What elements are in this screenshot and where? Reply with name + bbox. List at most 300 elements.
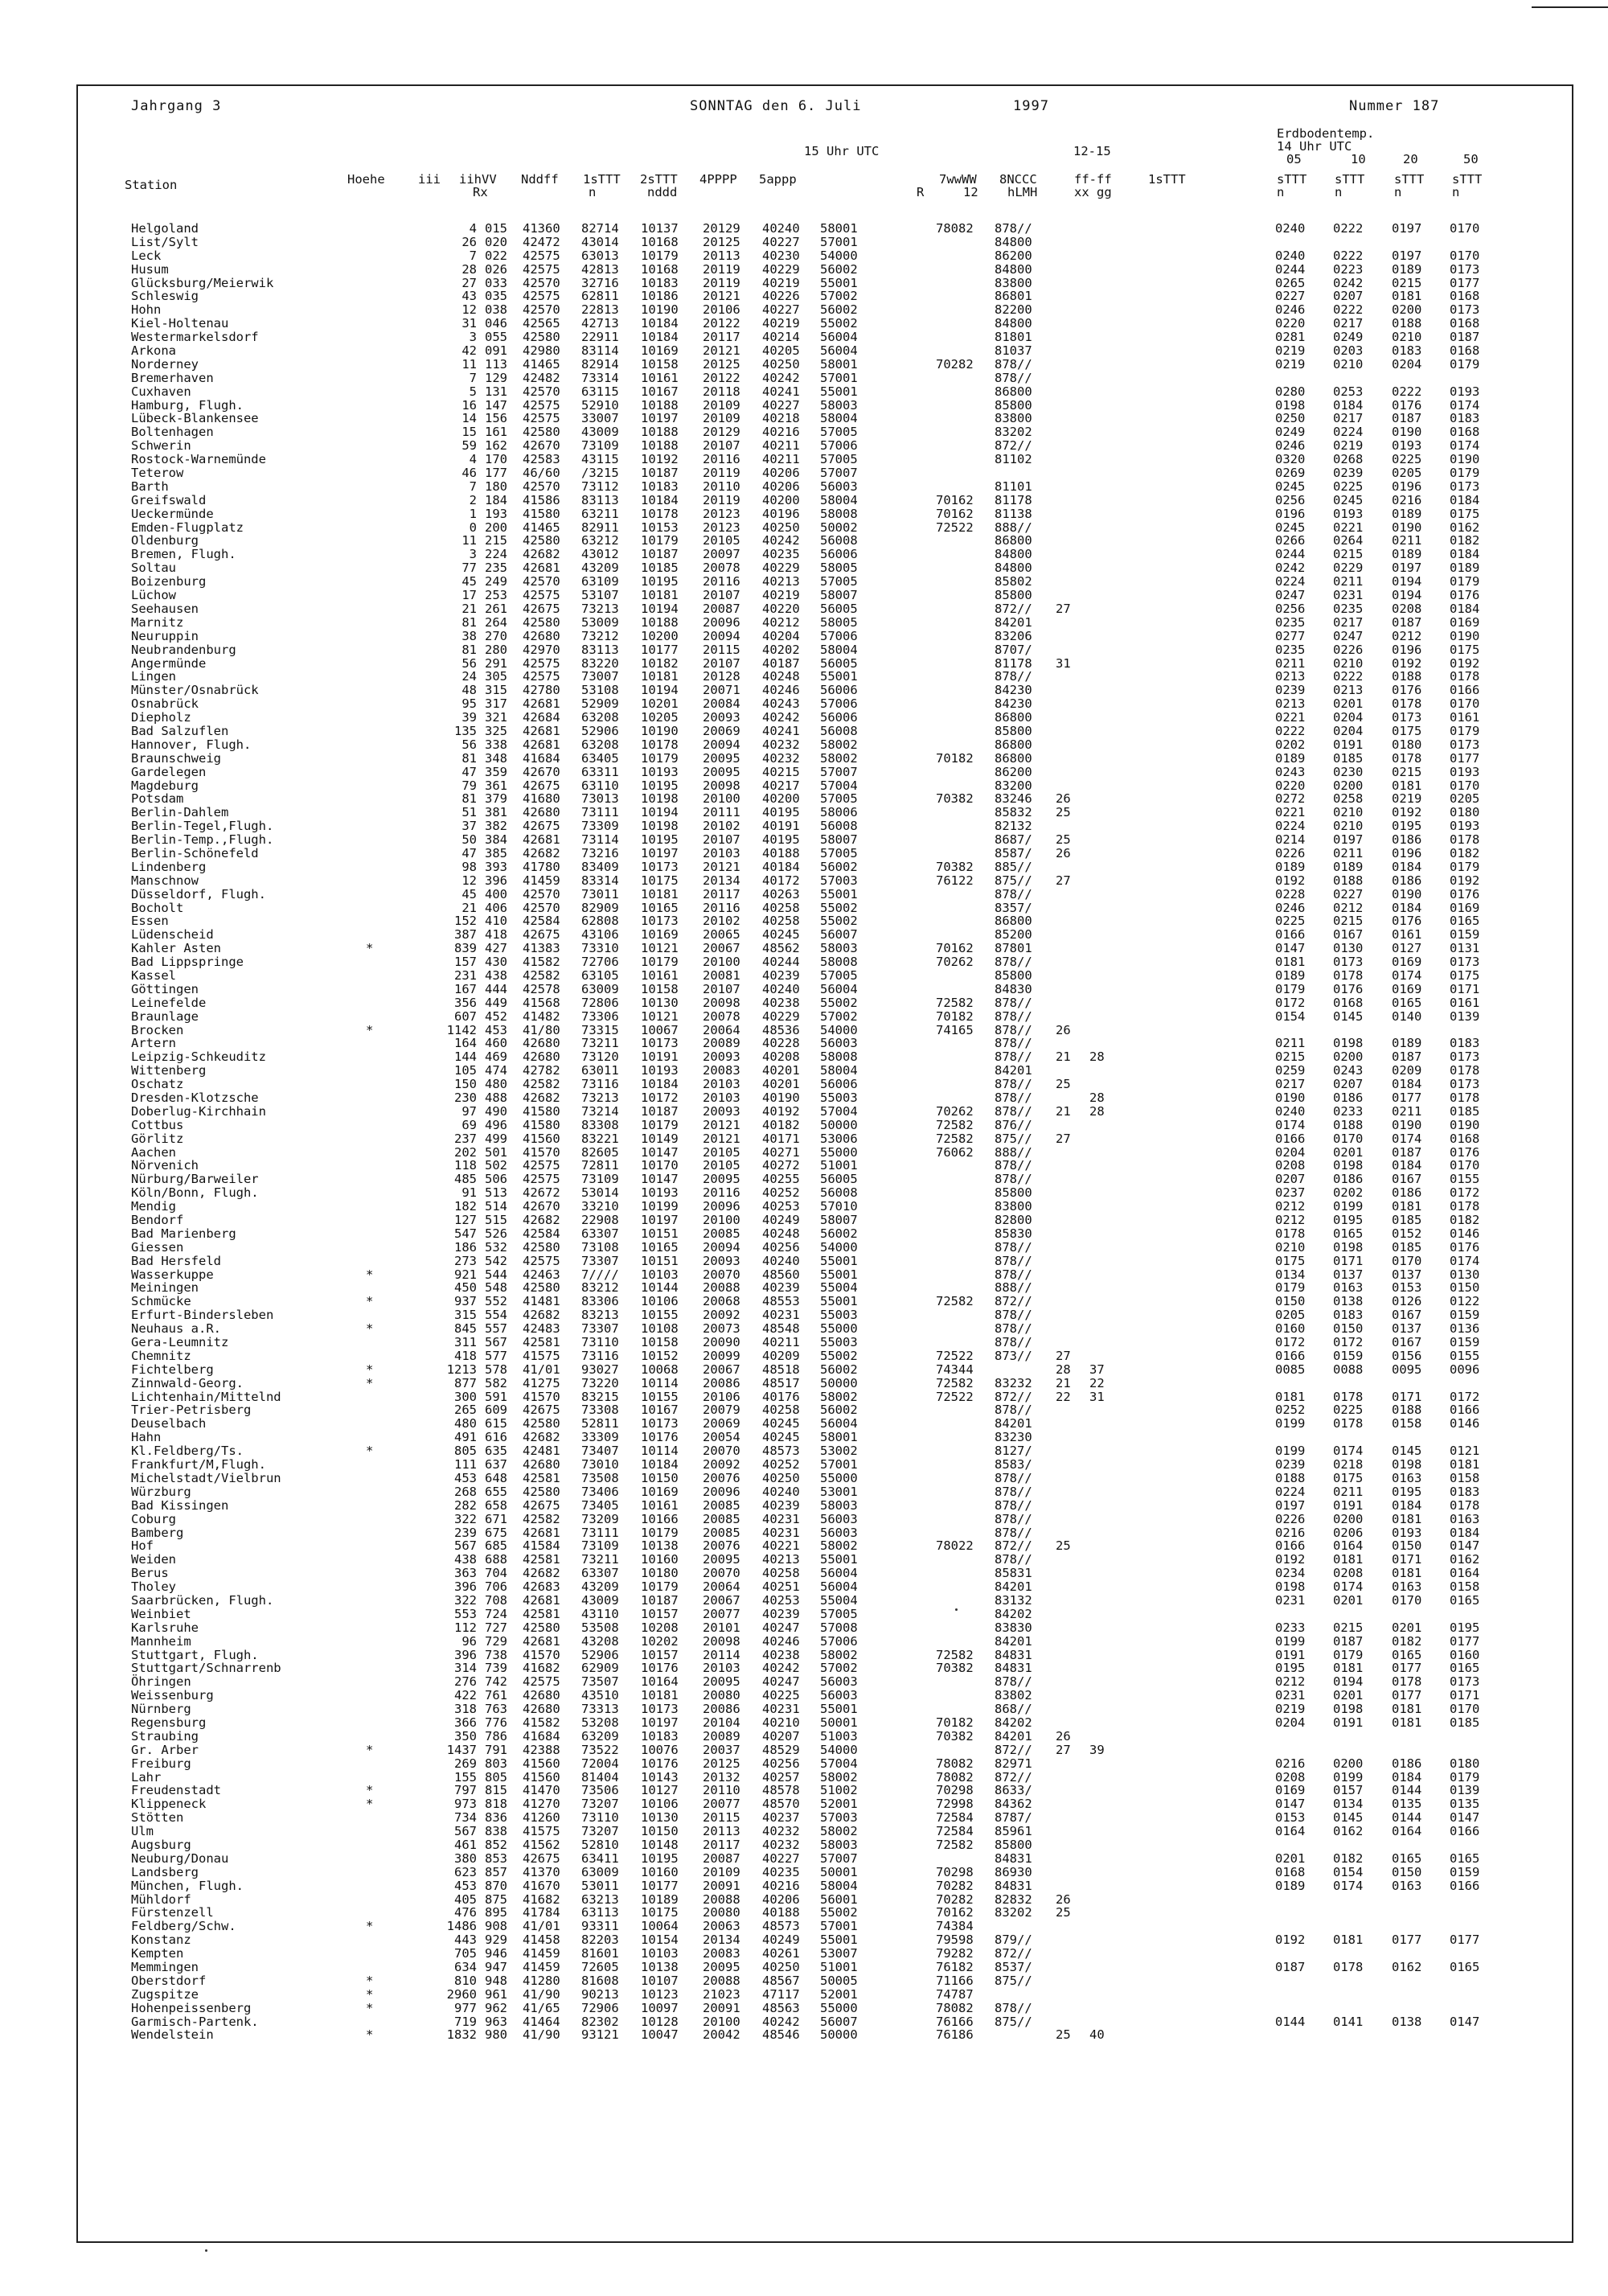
soil-50: 0147: [1450, 2014, 1480, 2029]
nddff: 43115: [581, 452, 619, 467]
pressure: 40182: [762, 1117, 800, 1132]
soil-20: 0186: [1392, 873, 1422, 888]
cloud-code: 85800: [995, 723, 1032, 738]
nddff: 73111: [581, 1525, 619, 1540]
soil-05: 0169: [1275, 1783, 1306, 1798]
station-name: Oldenburg: [131, 533, 199, 548]
pressure: 40237: [762, 1810, 800, 1826]
nddff: 52811: [581, 1416, 619, 1431]
ihvv: 42675: [523, 819, 560, 834]
station-id: 836: [485, 1810, 507, 1826]
station-id: 554: [485, 1308, 507, 1323]
soil-20: 0095: [1392, 1362, 1422, 1377]
cloud-code: 872//: [995, 1946, 1032, 1961]
tendency: 55002: [820, 316, 858, 331]
cloud-code: 872//: [995, 1538, 1032, 1554]
cloud-code: 82200: [995, 302, 1032, 318]
ihvv: 42584: [523, 1226, 560, 1241]
station-height: 356: [454, 995, 477, 1010]
tendency: 56004: [820, 981, 858, 996]
ihvv: 42681: [523, 737, 560, 752]
station-height: 79: [461, 778, 477, 793]
station-name: Oberstdorf: [131, 1973, 207, 1988]
ihvv: 42575: [523, 1172, 560, 1187]
station-id: 542: [485, 1253, 507, 1268]
soil-05: 0244: [1275, 547, 1306, 562]
temp-2: 20107: [703, 655, 740, 671]
tendency: 56004: [820, 343, 858, 359]
temp-1: 10205: [641, 710, 679, 725]
temp-1: 10068: [641, 1362, 679, 1377]
ihvv: 42570: [523, 302, 560, 318]
temp-1: 10165: [641, 1239, 679, 1255]
temp-2: 20100: [703, 955, 740, 970]
weather-code: 72582: [936, 1294, 974, 1309]
nddff: 53107: [581, 588, 619, 603]
soil-05: 0245: [1275, 479, 1306, 494]
table-row: [131, 1132, 1562, 1146]
soil-10: 0210: [1333, 356, 1364, 372]
station-id: 270: [485, 628, 507, 643]
nddff: 43510: [581, 1688, 619, 1703]
station-id: 532: [485, 1239, 507, 1255]
cloud-code: 888//: [995, 1144, 1032, 1160]
soil-10: 0198: [1333, 1702, 1364, 1717]
station-height: 43: [461, 289, 477, 304]
pressure: 48573: [762, 1919, 800, 1934]
soil-20: 0153: [1392, 1280, 1422, 1296]
soil-05: 0178: [1275, 1226, 1306, 1241]
nddff: 73010: [581, 1457, 619, 1472]
weather-code: 70162: [936, 492, 974, 507]
tendency: 57002: [820, 1008, 858, 1024]
pressure: 40253: [762, 1592, 800, 1608]
station-height: 734: [454, 1810, 477, 1826]
station-height: 547: [454, 1226, 477, 1241]
depth-10: 10: [1351, 152, 1366, 166]
ihvv: 42580: [523, 1280, 560, 1296]
temp-1: 10173: [641, 914, 679, 929]
temp-2: 20042: [703, 2027, 740, 2043]
station-id: 544: [485, 1267, 507, 1282]
ihvv: 42675: [523, 778, 560, 793]
nddff: 83220: [581, 655, 619, 671]
tendency: 58003: [820, 397, 858, 413]
station-name: Ulm: [131, 1824, 154, 1839]
station-id: 385: [485, 845, 507, 860]
station-name: Meiningen: [131, 1280, 199, 1296]
soil-20: 0215: [1392, 275, 1422, 290]
soil-50: 0163: [1450, 1511, 1480, 1526]
temp-2: 20114: [703, 1647, 740, 1662]
temp-1: 10158: [641, 1335, 679, 1350]
table-row: [131, 385, 1562, 399]
nddff: 33210: [581, 1199, 619, 1214]
nddff: 73220: [581, 1375, 619, 1390]
soil-50: 0165: [1450, 1661, 1480, 1676]
pressure: 40200: [762, 791, 800, 807]
soil-05: 0220: [1275, 316, 1306, 331]
temp-1: 10187: [641, 466, 679, 481]
station-id: 727: [485, 1620, 507, 1635]
soil-05: 0211: [1275, 655, 1306, 671]
soil-50: 0176: [1450, 1144, 1480, 1160]
table-row: [131, 1349, 1562, 1363]
soil-50: 0174: [1450, 397, 1480, 413]
table-row: [131, 738, 1562, 752]
soil-50: 0171: [1450, 981, 1480, 996]
station-id: 501: [485, 1144, 507, 1160]
temp-2: 20054: [703, 1430, 740, 1445]
tendency: 58007: [820, 588, 858, 603]
tendency: 58002: [820, 750, 858, 766]
nddff: 73508: [581, 1470, 619, 1485]
soil-20: 0163: [1392, 1878, 1422, 1893]
nddff: 73116: [581, 1077, 619, 1092]
table-row: [131, 1390, 1562, 1404]
soil-05: 0277: [1275, 628, 1306, 643]
mountain-mark: *: [366, 1919, 374, 1934]
nddff: 63113: [581, 1905, 619, 1920]
tendency: 57005: [820, 967, 858, 983]
pressure: 40206: [762, 466, 800, 481]
station-height: 300: [454, 1389, 477, 1404]
temp-1: 10121: [641, 941, 679, 956]
tendency: 56006: [820, 683, 858, 698]
cloud-code: 878//: [995, 1172, 1032, 1187]
temp-1: 10144: [641, 1280, 679, 1296]
station-name: Bad Kissingen: [131, 1497, 229, 1513]
temp-2: 20065: [703, 927, 740, 943]
table-row: [131, 1024, 1562, 1037]
station-table: [131, 222, 1562, 2042]
nddff: 43209: [581, 561, 619, 576]
pressure: 40232: [762, 1837, 800, 1852]
soil-05: 0219: [1275, 356, 1306, 372]
station-height: 418: [454, 1348, 477, 1363]
tendency: 55004: [820, 1280, 858, 1296]
tendency: 55002: [820, 900, 858, 915]
soil-10: 0178: [1333, 1416, 1364, 1431]
nddff: 52910: [581, 397, 619, 413]
station-id: 396: [485, 873, 507, 888]
soil-20: 0190: [1392, 520, 1422, 535]
station-height: 719: [454, 2014, 477, 2029]
cloud-code: 84201: [995, 1579, 1032, 1595]
station-height: 396: [454, 1647, 477, 1662]
cloud-code: 878//: [995, 955, 1032, 970]
soil-05: 0216: [1275, 1525, 1306, 1540]
pressure: 40248: [762, 1226, 800, 1241]
temp-2: 20122: [703, 316, 740, 331]
mountain-mark: *: [366, 1986, 374, 2002]
cloud-code: 875//: [995, 2014, 1032, 2029]
soil-50: 0205: [1450, 791, 1480, 807]
soil-10: 0173: [1333, 955, 1364, 970]
station-id: 895: [485, 1905, 507, 1920]
nddff: 43009: [581, 1592, 619, 1608]
table-row: [131, 344, 1562, 358]
station-name: Konstanz: [131, 1933, 191, 1948]
soil-05: 0249: [1275, 425, 1306, 440]
ihvv: 41568: [523, 995, 560, 1010]
soil-05: 0224: [1275, 574, 1306, 589]
temp-2: 20093: [703, 1049, 740, 1065]
station-name: Bremen, Flugh.: [131, 547, 236, 562]
tendency: 57003: [820, 1810, 858, 1826]
temp-2: 20103: [703, 845, 740, 860]
pressure: 40255: [762, 1172, 800, 1187]
table-row: [131, 466, 1562, 480]
table-row: [131, 412, 1562, 425]
soil-10: 0134: [1333, 1797, 1364, 1812]
gust-ff: 25: [1056, 1538, 1071, 1554]
temp-2: 20117: [703, 1837, 740, 1852]
station-name: Lingen: [131, 669, 176, 684]
station-height: 937: [454, 1294, 477, 1309]
station-height: 2960: [446, 1986, 477, 2002]
temp-2: 20095: [703, 1172, 740, 1187]
nddff: 63213: [581, 1891, 619, 1907]
temp-2: 20070: [703, 1566, 740, 1581]
soil-sttt-05: sTTT: [1277, 172, 1307, 187]
temp-2: 20115: [703, 642, 740, 657]
table-row: [131, 494, 1562, 507]
table-row: [131, 1417, 1562, 1431]
soil-05: 0181: [1275, 1389, 1306, 1404]
gust-gg: 28: [1089, 1103, 1105, 1119]
temp-1: 10180: [641, 1566, 679, 1581]
ihvv: 42580: [523, 1484, 560, 1499]
table-row: [131, 1472, 1562, 1485]
pressure: 40212: [762, 614, 800, 630]
tendency: 50005: [820, 1973, 858, 1988]
weather-code: 79598: [936, 1933, 974, 1948]
temp-1: 10167: [641, 384, 679, 399]
soil-50: 0178: [1450, 1063, 1480, 1078]
station-height: 805: [454, 1444, 477, 1459]
soil-10: 0211: [1333, 1484, 1364, 1499]
cloud-code: 86930: [995, 1864, 1032, 1879]
table-row: [131, 1730, 1562, 1744]
cloud-code: 878//: [995, 1403, 1032, 1418]
nddff: 62808: [581, 914, 619, 929]
soil-20: 0167: [1392, 1308, 1422, 1323]
table-row: [131, 1689, 1562, 1702]
table-row: [131, 983, 1562, 996]
soil-10: 0222: [1333, 669, 1364, 684]
station-height: 118: [454, 1158, 477, 1173]
station-name: Magdeburg: [131, 778, 199, 793]
station-height: 311: [454, 1335, 477, 1350]
ihvv: 42682: [523, 1430, 560, 1445]
nddff: 93121: [581, 2027, 619, 2043]
station-name: Osnabrück: [131, 696, 199, 712]
soil-10: 0210: [1333, 805, 1364, 820]
station-id: 147: [485, 397, 507, 413]
soil-50: 0177: [1450, 1933, 1480, 1948]
soil-05: 0224: [1275, 819, 1306, 834]
tendency: 57005: [820, 791, 858, 807]
ihvv: 42675: [523, 1497, 560, 1513]
soil-50: 0171: [1450, 1688, 1480, 1703]
gust-ff: 21: [1056, 1103, 1071, 1119]
temp-2: 20088: [703, 1280, 740, 1296]
station-id: 393: [485, 859, 507, 874]
temp-1: 10188: [641, 614, 679, 630]
cloud-code: 83206: [995, 628, 1032, 643]
soil-20: 0189: [1392, 547, 1422, 562]
temp-1: 10181: [641, 1688, 679, 1703]
table-row: [131, 766, 1562, 779]
station-id: 908: [485, 1919, 507, 1934]
ihvv: 42581: [523, 1335, 560, 1350]
soil-20: 0190: [1392, 425, 1422, 440]
pressure: 40250: [762, 520, 800, 535]
temp-2: 21023: [703, 1986, 740, 2002]
gust-ff: 26: [1056, 845, 1071, 860]
ihvv: 42675: [523, 1850, 560, 1866]
pressure: 40216: [762, 425, 800, 440]
temp-2: 20101: [703, 1620, 740, 1635]
ihvv: 41/90: [523, 1986, 560, 2002]
station-name: Leck: [131, 248, 162, 263]
temp-1: 10158: [641, 356, 679, 372]
temp-1: 10157: [641, 1606, 679, 1621]
gust-ff: 27: [1056, 1742, 1071, 1757]
ihvv: 42570: [523, 275, 560, 290]
soil-10: 0179: [1333, 1647, 1364, 1662]
tendency: 58004: [820, 411, 858, 426]
station-id: 948: [485, 1973, 507, 1988]
soil-20: 0205: [1392, 466, 1422, 481]
soil-20: 0184: [1392, 1158, 1422, 1173]
station-height: 157: [454, 955, 477, 970]
tendency: 51003: [820, 1728, 858, 1744]
soil-20: 0176: [1392, 683, 1422, 698]
temp-2: 20096: [703, 1199, 740, 1214]
cloud-code: 84800: [995, 561, 1032, 576]
station-height: 273: [454, 1253, 477, 1268]
soil-50: 0173: [1450, 1049, 1480, 1065]
soil-10: 0130: [1333, 941, 1364, 956]
nddff: 83212: [581, 1280, 619, 1296]
pressure: 48517: [762, 1375, 800, 1390]
tendency: 56006: [820, 1077, 858, 1092]
soil-10: 0197: [1333, 832, 1364, 848]
nddff: 43110: [581, 1606, 619, 1621]
soil-50: 0160: [1450, 1647, 1480, 1662]
temp-2: 20123: [703, 520, 740, 535]
cloud-code: 84800: [995, 316, 1032, 331]
tendency: 56002: [820, 302, 858, 318]
station-id: 929: [485, 1933, 507, 1948]
stt1-header: 1sTTT: [583, 172, 621, 187]
temp-1: 10184: [641, 330, 679, 345]
soil-50: 0159: [1450, 927, 1480, 943]
ihvv: 41580: [523, 506, 560, 521]
station-name: Frankfurt/M,Flugh.: [131, 1457, 266, 1472]
temp-1: 10161: [641, 967, 679, 983]
station-name: Schmücke: [131, 1294, 191, 1309]
temp-2: 20085: [703, 1497, 740, 1513]
pressure: 40201: [762, 1077, 800, 1092]
station-id: 708: [485, 1592, 507, 1608]
cloud-code: 84201: [995, 1633, 1032, 1649]
weather-code: 70298: [936, 1783, 974, 1798]
pressure-header: 4PPPP: [699, 172, 737, 187]
soil-10: 0233: [1333, 1103, 1364, 1119]
soil-20: 0167: [1392, 1335, 1422, 1350]
temp-1: 10195: [641, 574, 679, 589]
pressure: 40256: [762, 1756, 800, 1771]
station-name: Hannover, Flugh.: [131, 737, 252, 752]
soil-50: 0165: [1450, 1592, 1480, 1608]
station-height: 3: [469, 330, 477, 345]
table-row: [131, 1920, 1562, 1933]
pressure: 40258: [762, 1403, 800, 1418]
tendency: 58005: [820, 614, 858, 630]
soil-n-10: n: [1335, 185, 1343, 199]
temp-1: 10200: [641, 628, 679, 643]
nddff: 83215: [581, 1389, 619, 1404]
pressure: 40229: [762, 261, 800, 277]
pressure: 40245: [762, 1416, 800, 1431]
soil-05: 0211: [1275, 1036, 1306, 1051]
station-id: 857: [485, 1864, 507, 1879]
soil-50: 0178: [1450, 1090, 1480, 1105]
cloud-code: 83202: [995, 425, 1032, 440]
table-row: [131, 1675, 1562, 1689]
soil-20: 0209: [1392, 1063, 1422, 1078]
tendency: 56004: [820, 1579, 858, 1595]
soil-10: 0226: [1333, 642, 1364, 657]
temp-2: 20121: [703, 289, 740, 304]
table-row: [131, 1567, 1562, 1580]
soil-10: 0210: [1333, 655, 1364, 671]
nddff: 73313: [581, 1702, 619, 1717]
cloud-code: 879//: [995, 1933, 1032, 1948]
temp-2: 20064: [703, 1022, 740, 1037]
station-id: 515: [485, 1213, 507, 1228]
mountain-mark: *: [366, 1742, 374, 1757]
station-height: 45: [461, 574, 477, 589]
soil-05: 0199: [1275, 1444, 1306, 1459]
station-height: 0: [469, 520, 477, 535]
table-row: [131, 1866, 1562, 1879]
soil-50: 0168: [1450, 1131, 1480, 1146]
soil-10: 0264: [1333, 533, 1364, 548]
tendency: 51001: [820, 1158, 858, 1173]
soil-10: 0168: [1333, 995, 1364, 1010]
temp-2: 20099: [703, 1348, 740, 1363]
soil-50: 0165: [1450, 1960, 1480, 1974]
tendency: 50001: [820, 1715, 858, 1730]
table-row: [131, 575, 1562, 589]
soil-05: 0222: [1275, 723, 1306, 738]
tendency: 57004: [820, 778, 858, 793]
soil-20: 0163: [1392, 1470, 1422, 1485]
cloud-code: 81138: [995, 506, 1032, 521]
soil-20: 0165: [1392, 1647, 1422, 1662]
temp-1: 10166: [641, 1511, 679, 1526]
pressure: 40227: [762, 234, 800, 249]
station-height: 4: [469, 452, 477, 467]
temp-1: 10148: [641, 1837, 679, 1852]
soil-20: 0186: [1392, 1756, 1422, 1771]
pressure: 40219: [762, 316, 800, 331]
soil-05: 0256: [1275, 601, 1306, 616]
